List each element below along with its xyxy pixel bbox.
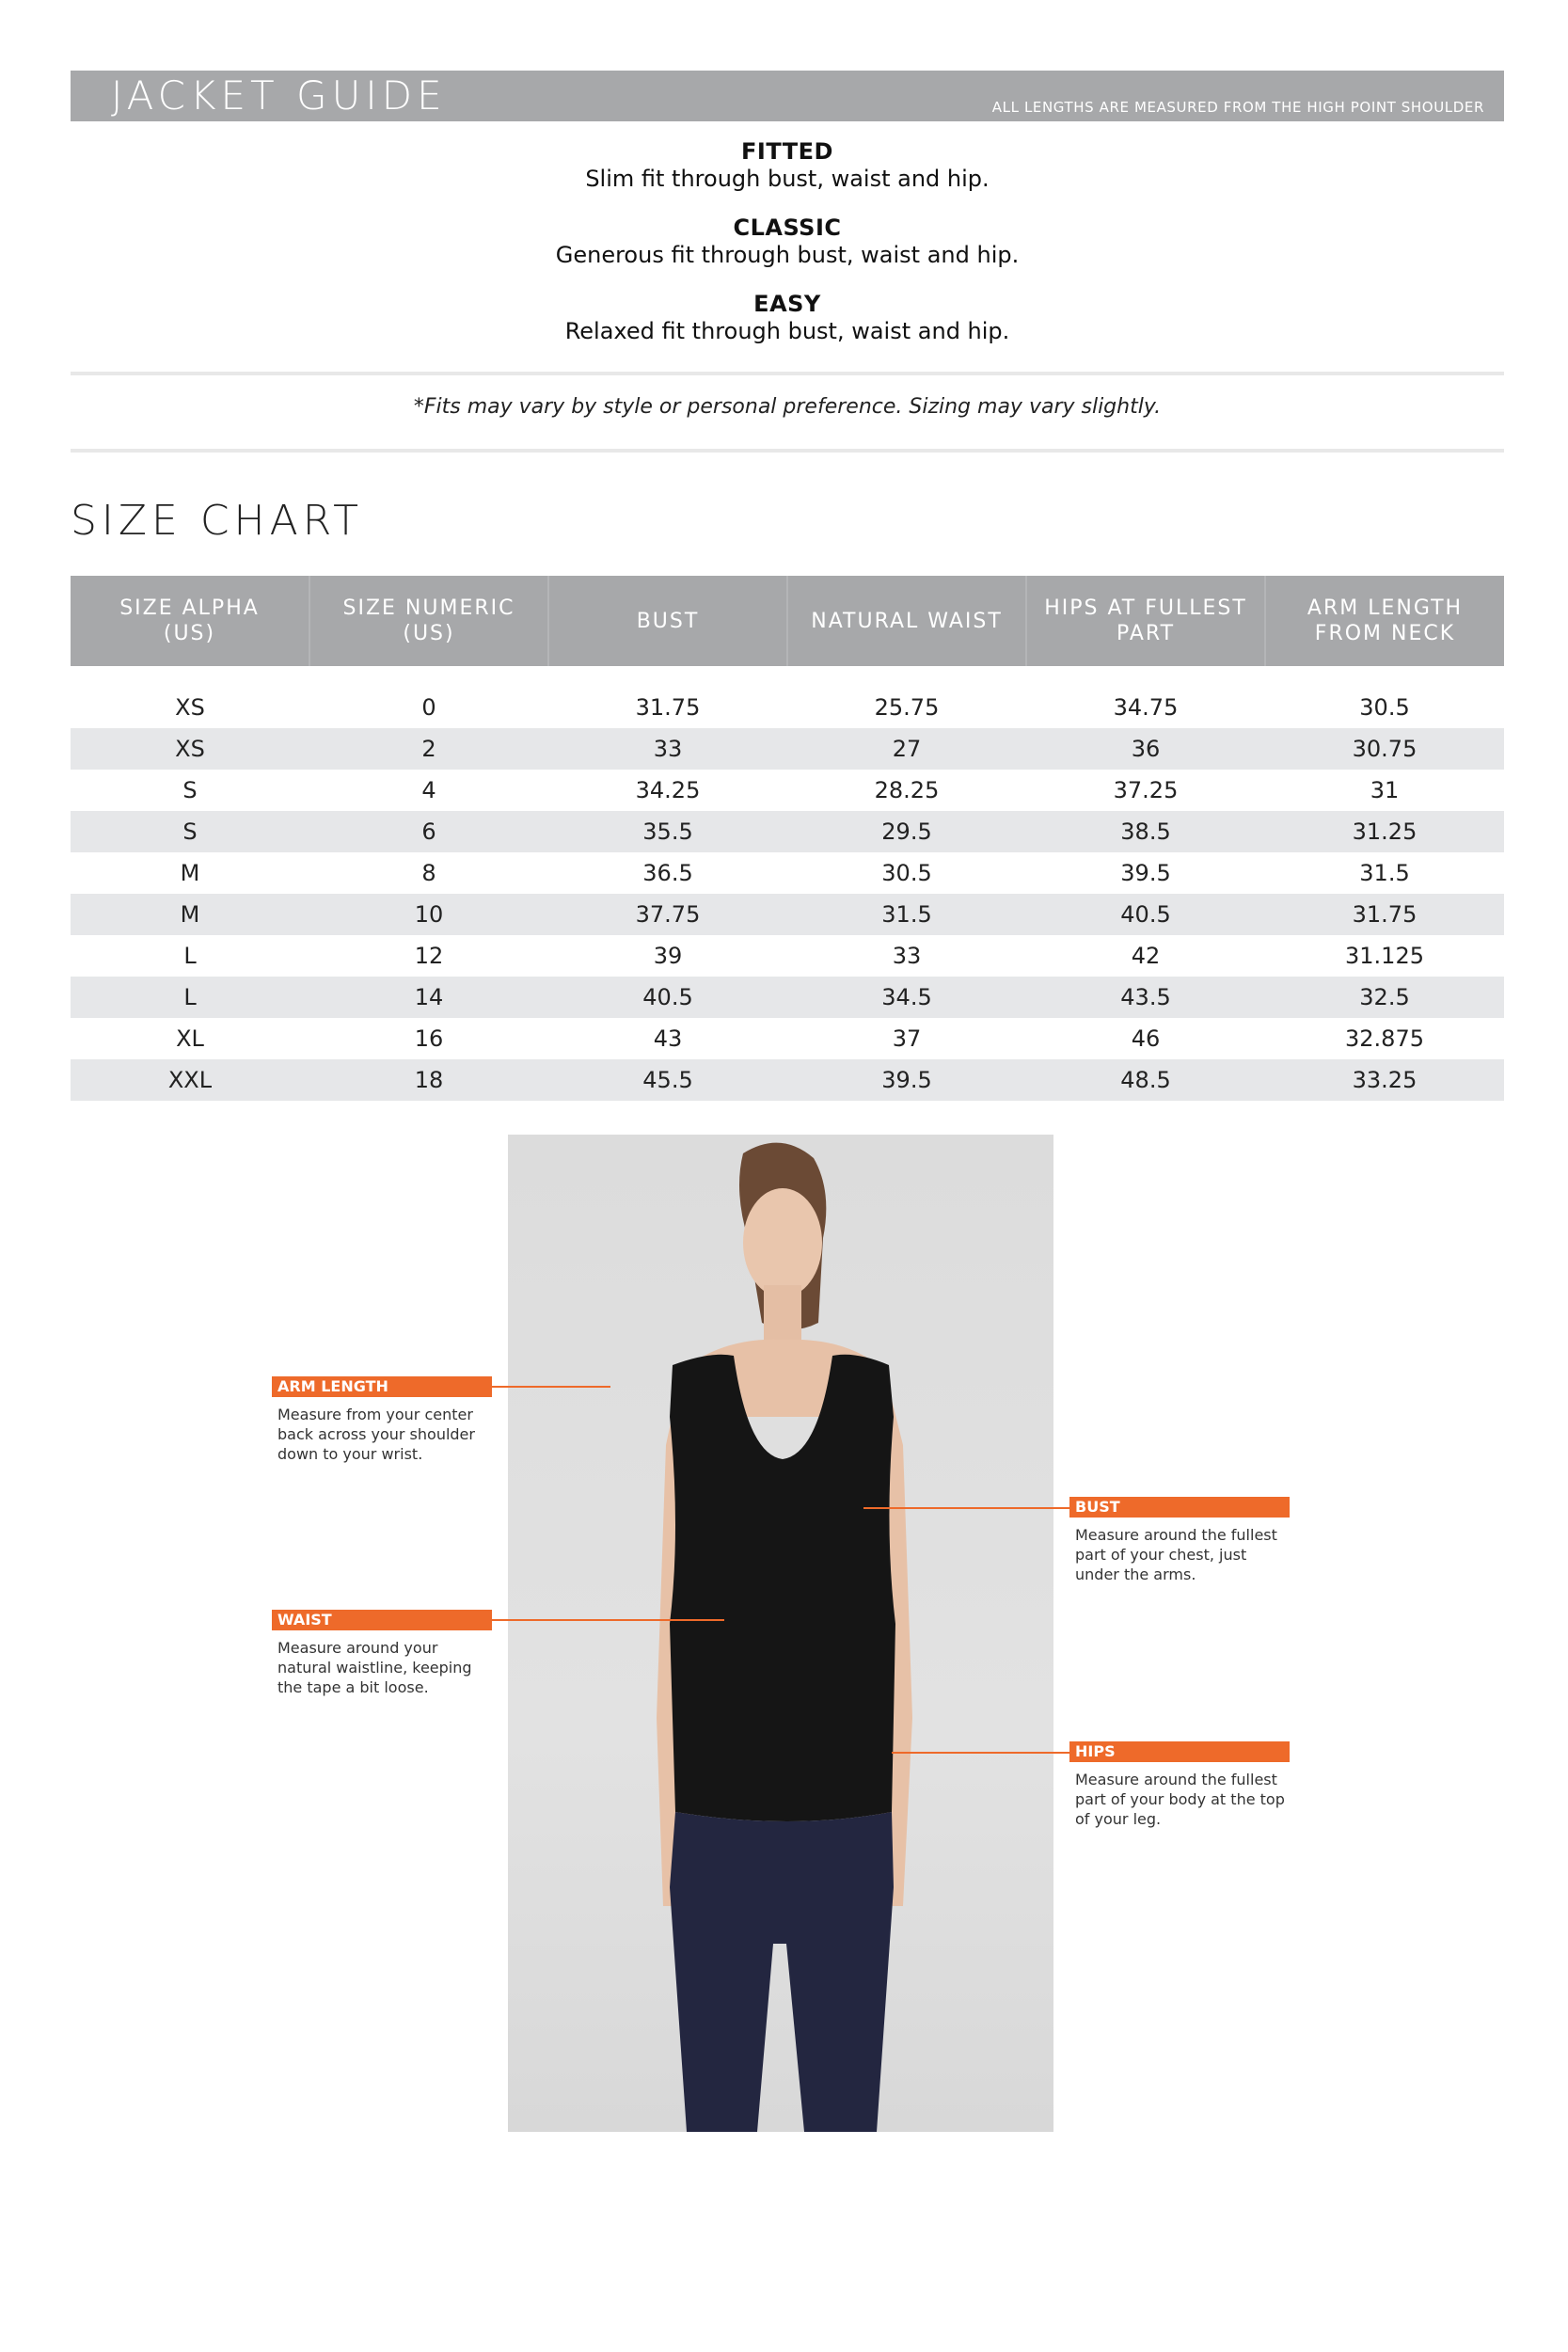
callout-waist-text: Measure around your natural waistline, keeping the tape a bit loose. (277, 1639, 472, 1696)
callout-hips-text: Measure around the fullest part of your body at the top of your leg. (1075, 1771, 1285, 1828)
cell-size-numeric: 10 (309, 894, 548, 935)
cell-size-alpha: XXL (71, 1059, 309, 1101)
cell-bust: 43 (653, 1025, 683, 1052)
cell-size-alpha: XS (175, 694, 205, 721)
cell-natural-waist: 39.5 (787, 1059, 1026, 1101)
cell-size-alpha: XS (71, 728, 309, 770)
fit-name: FITTED (741, 138, 833, 165)
col-header-arm-length: ARM LENGTH FROM NECK (1265, 576, 1504, 666)
col-header-size-numeric: SIZE NUMERIC (US) (309, 576, 548, 666)
cell-size-alpha: XL (176, 1025, 204, 1052)
cell-bust: 40.5 (548, 977, 787, 1018)
cell-size-alpha: M (71, 894, 309, 935)
cell-bust: 37.75 (548, 894, 787, 935)
fit-description: Slim fit through bust, waist and hip. (585, 166, 990, 192)
cell-size-alpha: L (71, 977, 309, 1018)
cell-arm-length: 31.125 (1345, 943, 1424, 969)
model-figure (508, 1135, 1053, 2132)
table-row (71, 728, 1504, 770)
cell-hips: 36 (1026, 728, 1265, 770)
cell-hips: 43.5 (1026, 977, 1265, 1018)
divider (71, 449, 1504, 453)
fit-name: EASY (753, 291, 821, 317)
fit-classic (71, 215, 1504, 269)
callout-hips-line (892, 1752, 1069, 1754)
table-row (71, 687, 1504, 728)
cell-hips: 34.75 (1113, 694, 1179, 721)
fit-name: CLASSIC (733, 215, 842, 241)
table-row (71, 770, 1504, 811)
callout-arm-length-label: ARM LENGTH (272, 1376, 492, 1397)
cell-size-alpha: L (183, 943, 197, 969)
callout-waist (272, 1610, 516, 1713)
cell-size-numeric: 0 (421, 694, 436, 721)
fit-disclaimer: *Fits may vary by style or personal preference. Sizing may vary slightly. (413, 395, 1162, 419)
cell-bust: 39 (653, 943, 683, 969)
cell-arm-length: 32.5 (1265, 977, 1504, 1018)
cell-size-numeric: 16 (414, 1025, 444, 1052)
cell-bust: 35.5 (548, 811, 787, 852)
cell-bust: 33 (548, 728, 787, 770)
table-header-row (71, 576, 1504, 666)
cell-arm-length: 31.25 (1265, 811, 1504, 852)
callout-hips (1069, 1741, 1352, 1845)
banner-title: JACKET GUIDE (111, 72, 447, 119)
cell-natural-waist: 28.25 (874, 777, 940, 803)
callout-arm-length-text: Measure from your center back across your shoulder down to your wrist. (277, 1406, 475, 1463)
cell-natural-waist: 30.5 (881, 860, 932, 886)
table-row (71, 811, 1504, 852)
cell-size-numeric: 18 (309, 1059, 548, 1101)
cell-arm-length: 31.75 (1265, 894, 1504, 935)
cell-natural-waist: 37 (892, 1025, 922, 1052)
callout-bust-text: Measure around the fullest part of your chest, just under the arms. (1075, 1526, 1277, 1583)
cell-size-numeric: 2 (309, 728, 548, 770)
cell-size-numeric: 12 (414, 943, 444, 969)
cell-size-numeric: 14 (309, 977, 548, 1018)
fit-fitted (71, 138, 1504, 193)
cell-size-alpha: S (182, 777, 198, 803)
cell-size-numeric: 4 (421, 777, 436, 803)
fit-easy (71, 291, 1504, 345)
cell-size-numeric: 8 (421, 860, 436, 886)
col-header-hips: HIPS AT FULLEST PART (1026, 576, 1265, 666)
model-photo (508, 1135, 1053, 2132)
fit-description: Generous fit through bust, waist and hip. (555, 242, 1020, 268)
table-row (71, 977, 1504, 1018)
callout-hips-label: HIPS (1069, 1741, 1290, 1762)
cell-natural-waist: 25.75 (874, 694, 940, 721)
cell-bust: 45.5 (548, 1059, 787, 1101)
col-header-natural-waist: NATURAL WAIST (787, 576, 1026, 666)
cell-hips: 38.5 (1026, 811, 1265, 852)
table-row (71, 894, 1504, 935)
table-row (71, 935, 1504, 977)
table-row (71, 852, 1504, 894)
cell-natural-waist: 29.5 (787, 811, 1026, 852)
cell-hips: 48.5 (1026, 1059, 1265, 1101)
cell-arm-length: 32.875 (1345, 1025, 1424, 1052)
cell-natural-waist: 33 (892, 943, 922, 969)
col-header-size-alpha: SIZE ALPHA (US) (71, 576, 309, 666)
cell-size-alpha: M (180, 860, 200, 886)
cell-natural-waist: 34.5 (787, 977, 1026, 1018)
cell-arm-length: 31.5 (1359, 860, 1410, 886)
cell-arm-length: 31 (1370, 777, 1400, 803)
size-chart-table (71, 576, 1504, 1101)
cell-arm-length: 33.25 (1265, 1059, 1504, 1101)
cell-hips: 40.5 (1026, 894, 1265, 935)
cell-bust: 34.25 (635, 777, 701, 803)
callout-bust-line (863, 1507, 1069, 1509)
cell-hips: 46 (1131, 1025, 1161, 1052)
cell-size-alpha: S (71, 811, 309, 852)
callout-waist-line (492, 1619, 724, 1621)
callout-bust-label: BUST (1069, 1497, 1290, 1518)
fit-description: Relaxed fit through bust, waist and hip. (564, 318, 1010, 344)
size-chart-title: SIZE CHART (71, 497, 363, 545)
cell-natural-waist: 27 (787, 728, 1026, 770)
callout-arm-length (272, 1376, 516, 1480)
table-row (71, 1018, 1504, 1059)
callout-arm-length-line (492, 1386, 610, 1388)
cell-arm-length: 30.75 (1265, 728, 1504, 770)
cell-arm-length: 30.5 (1359, 694, 1410, 721)
callout-waist-label: WAIST (272, 1610, 492, 1630)
col-header-bust: BUST (548, 576, 787, 666)
cell-hips: 37.25 (1113, 777, 1179, 803)
table-row (71, 1059, 1504, 1101)
cell-size-numeric: 6 (309, 811, 548, 852)
divider (71, 372, 1504, 375)
cell-natural-waist: 31.5 (787, 894, 1026, 935)
cell-hips: 39.5 (1120, 860, 1171, 886)
callout-bust (1069, 1497, 1342, 1600)
cell-bust: 31.75 (635, 694, 701, 721)
banner-note: ALL LENGTHS ARE MEASURED FROM THE HIGH POINT SHOULDER (991, 99, 1484, 116)
jacket-guide-banner (71, 71, 1504, 121)
cell-hips: 42 (1131, 943, 1161, 969)
cell-bust: 36.5 (642, 860, 693, 886)
